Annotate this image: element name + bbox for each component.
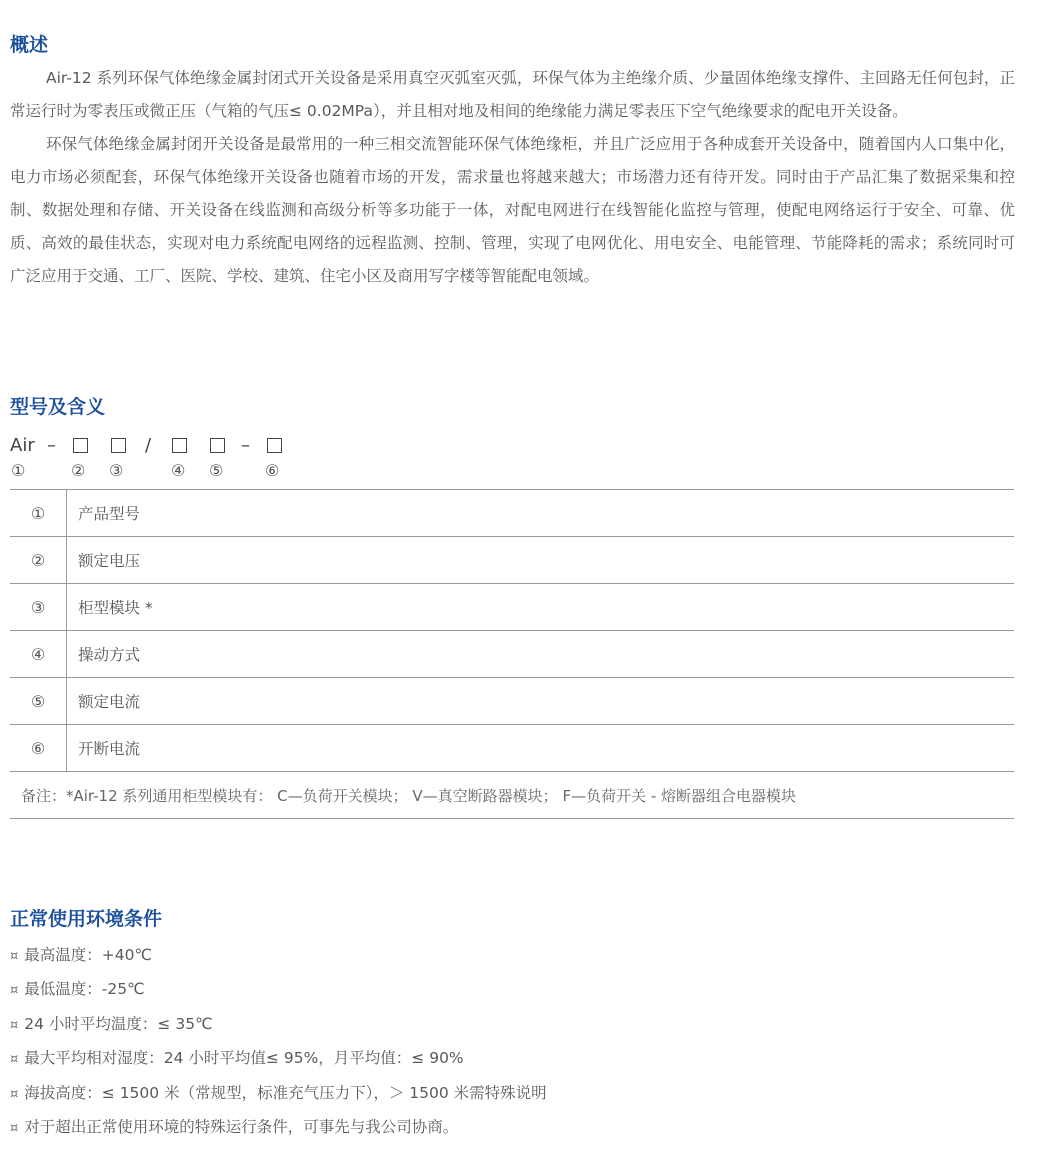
position-number: ④ bbox=[171, 461, 186, 480]
bullet-icon: ¤ bbox=[10, 1017, 19, 1033]
model-heading: 型号及含义 bbox=[10, 396, 106, 418]
model-prefix: Air bbox=[10, 435, 35, 456]
condition-text: 对于超出正常使用环境的特殊运行条件，可事先与我公司协商。 bbox=[24, 1118, 459, 1137]
list-item bbox=[10, 1042, 547, 1076]
row-number: ⑤ bbox=[10, 678, 67, 725]
row-number: ① bbox=[10, 490, 67, 537]
row-number: ③ bbox=[10, 584, 67, 631]
position-number: ② bbox=[71, 461, 86, 480]
model-position-numbers bbox=[10, 460, 310, 484]
bullet-icon: ¤ bbox=[10, 1121, 19, 1137]
bullet-icon: ¤ bbox=[10, 949, 19, 964]
table-row bbox=[10, 584, 1014, 631]
conditions-list bbox=[10, 939, 547, 1145]
model-slot-3 bbox=[111, 438, 126, 453]
list-item bbox=[10, 973, 547, 1007]
bullet-icon: ¤ bbox=[10, 1052, 19, 1068]
condition-text: 24 小时平均温度：≤ 35℃ bbox=[24, 1014, 213, 1033]
position-number: ① bbox=[11, 461, 26, 480]
bullet-icon: ¤ bbox=[10, 1086, 19, 1102]
position-number: ⑥ bbox=[265, 461, 280, 480]
model-code-diagram bbox=[10, 434, 310, 458]
model-meaning-table bbox=[10, 489, 1014, 819]
row-meaning: 开断电流 bbox=[67, 725, 1015, 772]
table-row bbox=[10, 490, 1014, 537]
condition-text: 海拔高度：≤ 1500 米（常规型，标准充气压力下），＞ 1500 米需特殊说明 bbox=[24, 1083, 547, 1102]
model-slash: / bbox=[145, 435, 152, 456]
table-row bbox=[10, 631, 1014, 678]
model-slot-2 bbox=[73, 438, 88, 453]
table-row bbox=[10, 537, 1014, 584]
position-number: ⑤ bbox=[209, 461, 224, 480]
conditions-heading: 正常使用环境条件 bbox=[10, 908, 163, 930]
row-number: ④ bbox=[10, 631, 67, 678]
condition-text: 最低温度：-25℃ bbox=[24, 980, 145, 999]
model-slot-4 bbox=[172, 438, 187, 453]
model-slot-5 bbox=[210, 438, 225, 453]
list-item bbox=[10, 1077, 547, 1111]
overview-heading: 概述 bbox=[10, 34, 49, 56]
table-row bbox=[10, 678, 1014, 725]
row-meaning: 产品型号 bbox=[67, 490, 1015, 537]
condition-text: 最大平均相对湿度：24 小时平均值≤ 95%，月平均值：≤ 90% bbox=[24, 1049, 464, 1068]
row-meaning: 柜型模块 * bbox=[67, 584, 1015, 631]
list-item bbox=[10, 1008, 547, 1042]
row-number: ⑥ bbox=[10, 725, 67, 772]
model-dash-1: – bbox=[47, 435, 56, 456]
position-number: ③ bbox=[109, 461, 124, 480]
table-note-row bbox=[10, 772, 1014, 819]
condition-text: 最高温度：+40℃ bbox=[24, 946, 152, 964]
model-dash-2: – bbox=[241, 435, 250, 456]
list-item bbox=[10, 939, 547, 973]
overview-paragraph-1: Air-12 系列环保气体绝缘金属封闭式开关设备是采用真空灭弧室灭弧，环保气体为主绝缘介质、少量固体绝缘支撑件、主回路无任何包封，正常运行时为零表压或微正压（气箱的气压≤ 0.02MPa），并且相对地及相间的绝缘能力满足零表压下空气绝缘要求的配电开关设备。 bbox=[10, 69, 1015, 120]
row-meaning: 额定电流 bbox=[67, 678, 1015, 725]
bullet-icon: ¤ bbox=[10, 983, 19, 999]
table-note: 备注：*Air-12 系列通用柜型模块有： C—负荷开关模块； V—真空断路器模块； F—负荷开关 - 熔断器组合电器模块 bbox=[10, 772, 1014, 819]
row-number: ② bbox=[10, 537, 67, 584]
overview-paragraph-2: 环保气体绝缘金属封闭开关设备是最常用的一种三相交流智能环保气体绝缘柜，并且广泛应用于各种成套开关设备中，随着国内人口集中化，电力市场必须配套，环保气体绝缘开关设备也随着市场的开发，需求量也将越来越大；市场潜力还有待开发。同时由于产品汇集了数据采集和控制、数据处理和存储、开关设备在线监测和高级分析等多功能于一体，对配电网进行在线智能化监控与管理，使配电网络运行于安全、可靠、优质、高效的最佳状态，实现对电力系统配电网络的远程监测、控制、管理，实现了电网优化、用电安全、电能管理、节能降耗的需求；系统同时可广泛应用于交通、工厂、医院、学校、建筑、住宅小区及商用写字楼等智能配电领域。 bbox=[10, 135, 1015, 285]
row-meaning: 操动方式 bbox=[67, 631, 1015, 678]
list-item bbox=[10, 1111, 547, 1145]
table-row bbox=[10, 725, 1014, 772]
row-meaning: 额定电压 bbox=[67, 537, 1015, 584]
model-slot-6 bbox=[267, 438, 282, 453]
